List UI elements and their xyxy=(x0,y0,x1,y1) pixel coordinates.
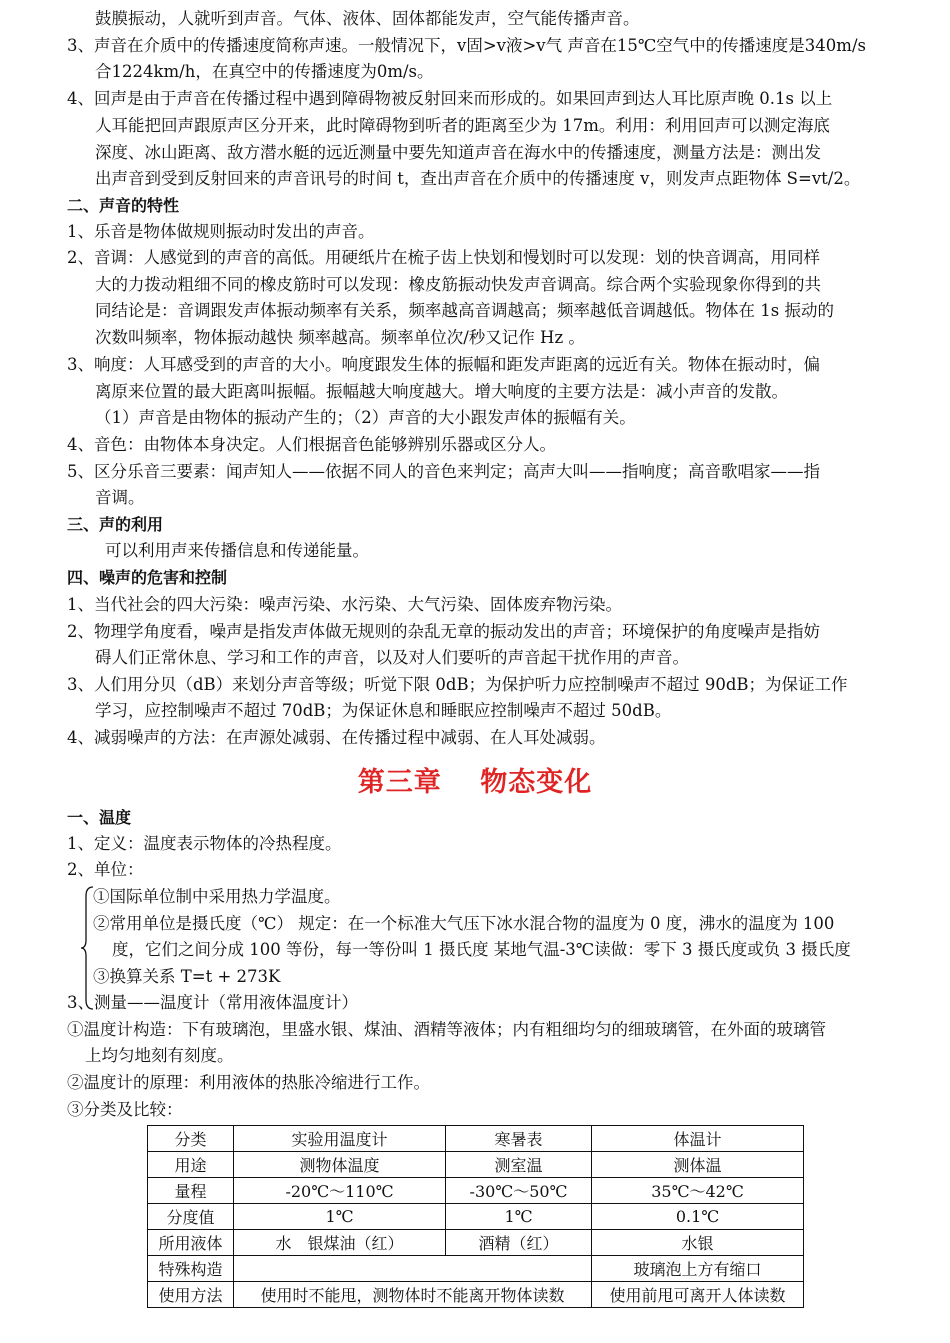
table-cell: 使用方法 xyxy=(148,1282,234,1308)
section-heading: 二、声音的特性 xyxy=(67,196,180,215)
thermometer-comparison-table xyxy=(147,1125,804,1308)
table-cell: 1℃ xyxy=(446,1204,592,1230)
table-cell: 分类 xyxy=(148,1126,234,1152)
table-cell: 水银 xyxy=(592,1230,804,1256)
text-line: 3、测量——温度计（常用液体温度计） xyxy=(67,993,358,1012)
table-cell: 实验用温度计 xyxy=(234,1126,446,1152)
text-line: 碍人们正常休息、学习和工作的声音，以及对人们要听的声音起干扰作用的声音。 xyxy=(95,648,689,667)
table-cell: 测室温 xyxy=(446,1152,592,1178)
text-line: （1）声音是由物体的振动产生的；（2）声音的大小跟发声体的振幅有关。 xyxy=(95,408,636,427)
section-heading: 一、温度 xyxy=(67,808,132,827)
table-cell: 0.1℃ xyxy=(592,1204,804,1230)
text-line: 4、音色：由物体本身决定。人们根据音色能够辨别乐器或区分人。 xyxy=(67,435,556,454)
table-row xyxy=(148,1126,804,1152)
text-line: 出声音到受到反射回来的声音讯号的时间 t，查出声音在介质中的传播速度 v，则发声点距物体 S=vt/2。 xyxy=(95,169,861,188)
text-line: 1、乐音是物体做规则振动时发出的声音。 xyxy=(67,222,375,241)
text-line: 上均匀地刻有刻度。 xyxy=(85,1046,234,1065)
table-row xyxy=(148,1204,804,1230)
table-row xyxy=(148,1256,804,1282)
text-line: 5、区分乐音三要素：闻声知人——依据不同人的音色来判定；高声大叫——指响度；高音歌唱家——指 xyxy=(67,462,820,481)
text-line: 度，它们之间分成 100 等份，每一等份叫 1 摄氏度 某地气温-3℃读做：零下 3 摄氏度或负 3 摄氏度 xyxy=(112,940,851,959)
text-line: 人耳能把回声跟原声区分开来，此时障碍物到听者的距离至少为 17m。利用：利用回声可以测定海底 xyxy=(95,116,830,135)
text-line: 次数叫频率，物体振动越快 频率越高。频率单位次/秒又记作 Hz 。 xyxy=(95,328,585,347)
text-line: ③分类及比较： xyxy=(67,1100,183,1119)
table-row xyxy=(148,1282,804,1308)
text-line: 深度、冰山距离、敌方潜水艇的远近测量中要先知道声音在海水中的传播速度，测量方法是：测出发 xyxy=(95,143,821,162)
text-line: ③换算关系 T=t + 273K xyxy=(93,967,281,986)
text-line: ①国际单位制中采用热力学温度。 xyxy=(93,887,341,906)
table-cell: 用途 xyxy=(148,1152,234,1178)
table-cell: 特殊构造 xyxy=(148,1256,234,1282)
table-cell: 水 银煤油（红） xyxy=(234,1230,446,1256)
table-cell: 体温计 xyxy=(592,1126,804,1152)
table-row xyxy=(148,1152,804,1178)
table-cell: 1℃ xyxy=(234,1204,446,1230)
table-row xyxy=(148,1230,804,1256)
table-cell: 35℃～42℃ xyxy=(592,1178,804,1204)
table-cell: 寒暑表 xyxy=(446,1126,592,1152)
text-line: 4、减弱噪声的方法：在声源处减弱、在传播过程中减弱、在人耳处减弱。 xyxy=(67,728,606,747)
text-line: ②常用单位是摄氏度（℃） 规定：在一个标准大气压下冰水混合物的温度为 0 度，沸水的温度为 100 xyxy=(93,914,835,933)
table-cell: 测体温 xyxy=(592,1152,804,1178)
text-line: 离原来位置的最大距离叫振幅。振幅越大响度越大。增大响度的主要方法是：减小声音的发散。 xyxy=(95,382,788,401)
text-line: 1、定义：温度表示物体的冷热程度。 xyxy=(67,834,342,853)
table-cell: 酒精（红） xyxy=(446,1230,592,1256)
text-line: 3、人们用分贝（dB）来划分声音等级；听觉下限 0dB；为保护听力应控制噪声不超过 90dB；为保证工作 xyxy=(67,675,848,694)
text-line: 2、音调：人感觉到的声音的高低。用硬纸片在梳子齿上快划和慢划时可以发现：划的快音调高，用同样 xyxy=(67,248,820,267)
text-line: 鼓膜振动，人就听到声音。气体、液体、固体都能发声，空气能传播声音。 xyxy=(95,9,640,28)
text-line: 4、回声是由于声音在传播过程中遇到障碍物被反射回来而形成的。如果回声到达人耳比原声晚 0.1s 以上 xyxy=(67,89,833,108)
table-cell: -20℃～110℃ xyxy=(234,1178,446,1204)
table-cell: 测物体温度 xyxy=(234,1152,446,1178)
text-line: 同结论是：音调跟发声体振动频率有关系，频率越高音调越高；频率越低音调越低。物体在 1s 振动的 xyxy=(95,301,834,320)
table-cell: 所用液体 xyxy=(148,1230,234,1256)
text-line: ①温度计构造：下有玻璃泡，里盛水银、煤油、酒精等液体；内有粗细均匀的细玻璃管，在外面的玻璃管 xyxy=(67,1020,826,1039)
text-line: 可以利用声来传播信息和传递能量。 xyxy=(105,541,369,560)
chapter-title: 第三章 物态变化 xyxy=(357,767,593,798)
table-cell: 使用前甩可离开人体读数 xyxy=(592,1282,804,1308)
text-line: ②温度计的原理：利用液体的热胀冷缩进行工作。 xyxy=(67,1073,430,1092)
table-cell: 量程 xyxy=(148,1178,234,1204)
text-line: 学习，应控制噪声不超过 70dB；为保证休息和睡眠应控制噪声不超过 50dB。 xyxy=(95,701,672,720)
text-line: 合1224km/h，在真空中的传播速度为0m/s。 xyxy=(95,62,434,81)
table-cell: 玻璃泡上方有缩口 xyxy=(592,1256,804,1282)
table-cell: 分度值 xyxy=(148,1204,234,1230)
text-line: 大的力拨动粗细不同的橡皮筋时可以发现：橡皮筋振动快发声音调高。综合两个实验现象你得到的共 xyxy=(95,275,821,294)
table-cell xyxy=(234,1256,592,1282)
text-line: 2、物理学角度看，噪声是指发声体做无规则的杂乱无章的振动发出的声音；环境保护的角度噪声是指妨 xyxy=(67,622,820,641)
text-line: 2、单位： xyxy=(67,860,144,879)
text-line: 音调。 xyxy=(95,488,145,507)
table-cell: 使用时不能甩，测物体时不能离开物体读数 xyxy=(234,1282,592,1308)
table-cell: -30℃～50℃ xyxy=(446,1178,592,1204)
table-row xyxy=(148,1178,804,1204)
section-heading: 四、噪声的危害和控制 xyxy=(67,568,228,587)
text-line: 3、声音在介质中的传播速度简称声速。一般情况下，v固>v液>v气 声音在15℃空气中的传播速度是340m/s xyxy=(67,36,866,55)
text-line: 3、响度：人耳感受到的声音的大小。响度跟发生体的振幅和距发声距离的远近有关。物体在振动时，偏 xyxy=(67,355,820,374)
section-heading: 三、声的利用 xyxy=(67,515,164,534)
text-line: 1、当代社会的四大污染：噪声污染、水污染、大气污染、固体废弃物污染。 xyxy=(67,595,622,614)
